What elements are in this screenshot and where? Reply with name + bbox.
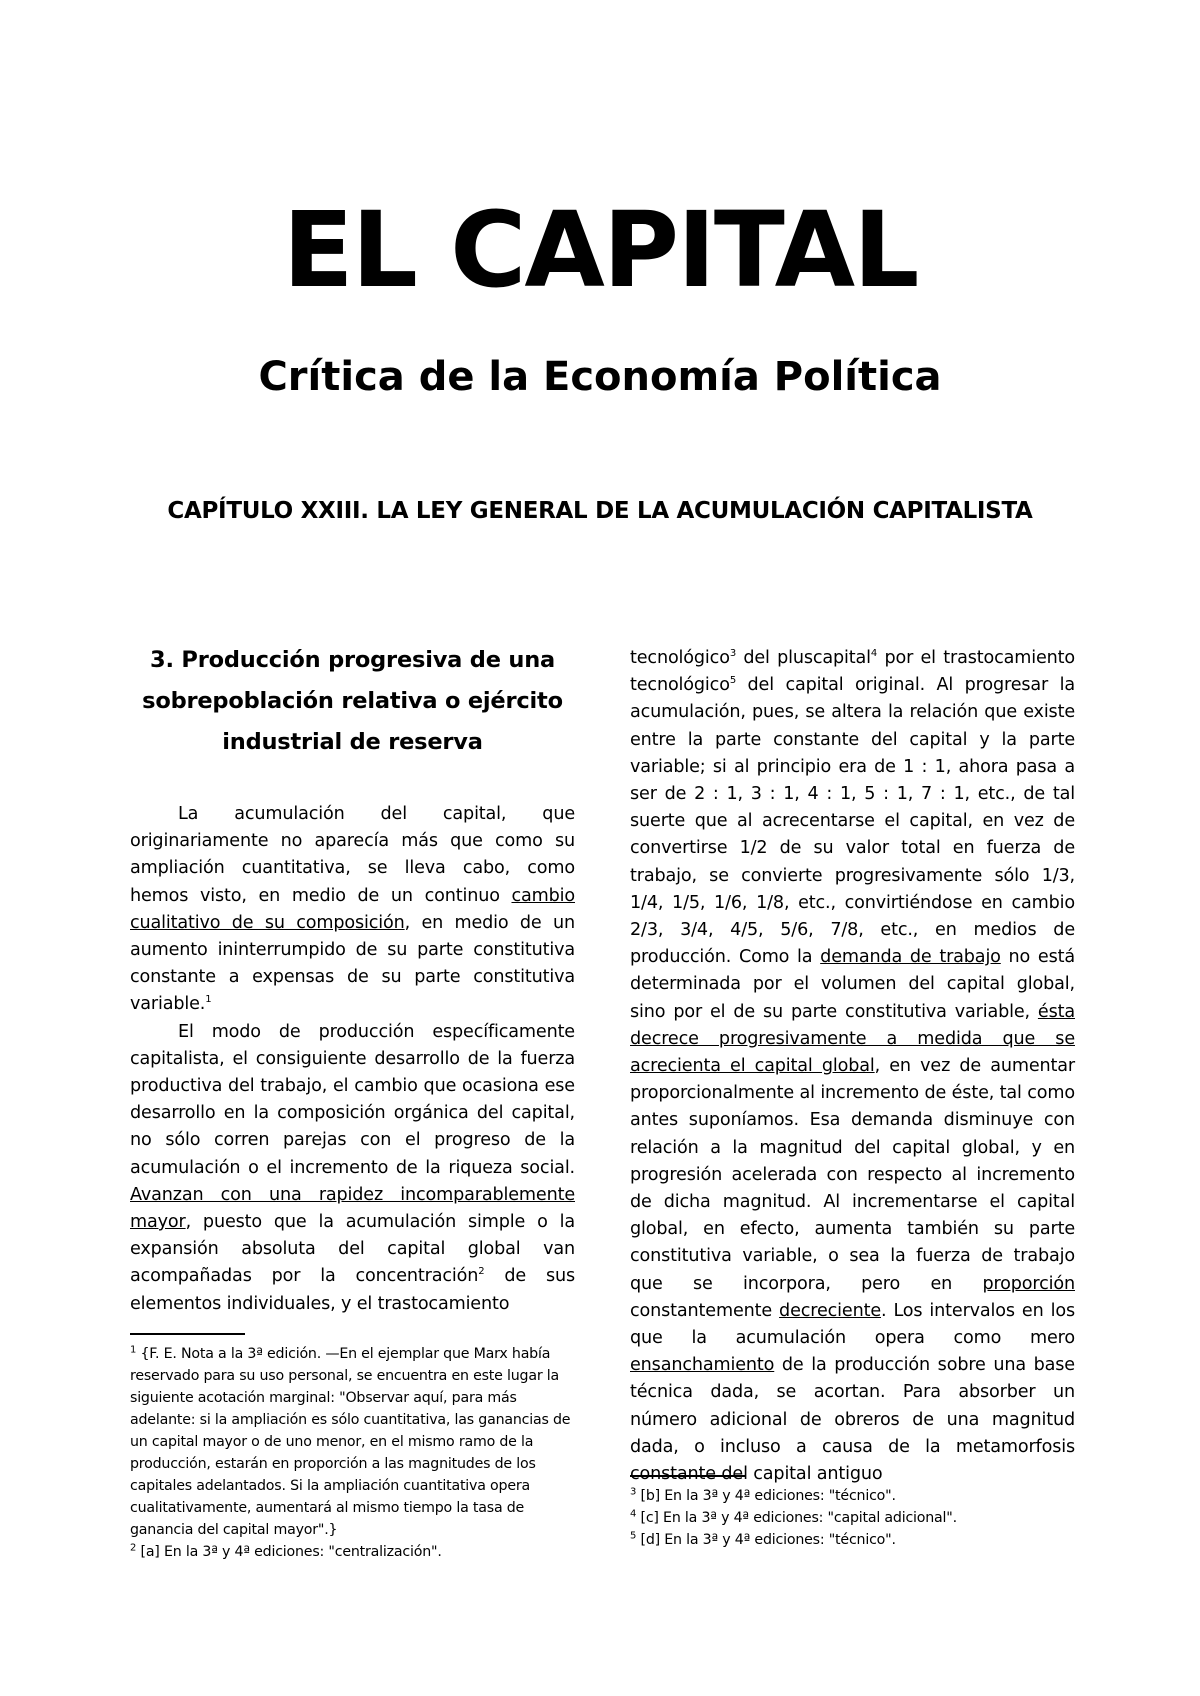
right-column <box>630 645 1075 1488</box>
paragraph-text: La acumulación del capital, que originariamente no aparecía más que como su ampliación cuantitativa, se lleva cabo, como hemos visto, en medio de un continuo <box>130 804 575 906</box>
footnote-number: 1 <box>130 1344 137 1356</box>
paragraph-text: El modo de producción específicamente capitalista, el consiguiente desarrollo de la fuerza productiva del trabajo, el cambio que ocasiona ese desarrollo en la composición orgánica del capital, no sólo corren parejas con el progreso de la acumulación o el incremento de la riqueza social. <box>130 1021 575 1178</box>
footnote-3 <box>630 1485 1075 1507</box>
paragraph-3 <box>630 645 1075 1488</box>
footnote-number: 4 <box>630 1508 637 1520</box>
paragraph-text: , en medio de un aumento ininterrumpido de su parte constitutiva constante a expensas de su parte constitutiva variable. <box>130 912 575 1015</box>
footnotes-right <box>630 1475 1075 1551</box>
paragraph-2 <box>130 1019 575 1318</box>
document-subtitle: Crítica de la Economía Política <box>258 354 942 400</box>
underlined-phrase: demanda de trabajo <box>820 947 1001 968</box>
paragraph-text: tecnológico <box>630 648 730 668</box>
footnote-ref-1[interactable]: 1 <box>205 994 212 1006</box>
section-title: 3. Producción progresiva de una sobrepoblación relativa o ejército industrial de reserva <box>142 647 563 755</box>
underlined-phrase: proporción <box>982 1273 1075 1294</box>
paragraph-text: , en vez de aumentar proporcionalmente al incremento de éste, tal como antes suponíamos. Esa demanda disminuye con relación a la magnitud del capital global, y en progresión acelerada con respecto al incremento de dicha magnitud. Al incrementarse el capital global, en efecto, aumenta también su parte constitutiva variable, o sea la fuerza de trabajo que se incorpora, pero en <box>630 1056 1075 1294</box>
underlined-phrase: cambio cualitativo de su composición <box>130 885 575 933</box>
footnote-text: {F. E. Nota a la 3ª edición. —En el ejemplar que Marx había reservado para su uso personal, se encuentra en este lugar la siguiente acotación marginal: "Observar aquí, para más adelante: si la ampliación es sólo cuantitativa, las ganancias de un capital mayor o de uno menor, en el mismo ramo de la producción, estarán en proporción a las magnitudes de los capitales adelantados. Si la ampliación cuantitativa opera cualitativamente, aumentará al mismo tiempo la tasa de ganancia del capital mayor".} <box>130 1346 571 1538</box>
footnote-divider <box>630 1475 745 1477</box>
footnote-4 <box>630 1507 1075 1529</box>
underlined-phrase: decreciente <box>779 1300 881 1321</box>
left-column <box>130 640 575 1318</box>
footnote-divider <box>130 1333 245 1335</box>
paragraph-text: del capital original. Al progresar la acumulación, pues, se altera la relación que existe entre la parte constante del capital y la parte variable; si al principio era de 1 : 1, ahora pasa a ser de 2 : 1, 3 : 1, 4 : 1, 5 : 1, 7 : 1, etc., de tal suerte que al acrecentarse el capital, en vez de convertirse 1/2 de su valor total en fuerza de trabajo, se convierte progresivamente sólo 1/3, 1/4, 1/5, 1/6, 1/8, etc., convirtiéndose en cambio 2/3, 3/4, 4/5, 5/6, 7/8, etc., en medios de producción. Como la <box>630 675 1075 968</box>
paragraph-text: de la producción sobre una base técnica dada, se acortan. Para absorber un número adicional de obreros de una magnitud dada, o incluso a causa de la metamorfosis constante del capital antiguo <box>630 1355 1075 1485</box>
footnote-5 <box>630 1529 1075 1551</box>
footnotes-left <box>130 1333 575 1563</box>
underlined-phrase: ésta decrece progresivamente a medida que se acrecienta el capital global <box>630 1001 1075 1077</box>
footnote-number: 3 <box>630 1486 637 1498</box>
paragraph-text: . Los intervalos en los que la acumulación opera como mero <box>630 1300 1075 1349</box>
footnote-text: [a] En la 3ª y 4ª ediciones: "centralización". <box>136 1544 442 1560</box>
underlined-phrase: ensanchamiento <box>630 1355 775 1376</box>
footnote-number: 5 <box>630 1530 637 1542</box>
paragraph-text: constantemente <box>630 1300 780 1321</box>
footnote-text: [d] En la 3ª y 4ª ediciones: "técnico". <box>636 1532 896 1548</box>
chapter-heading: CAPÍTULO XXIII. LA LEY GENERAL DE LA ACUMULACIÓN CAPITALISTA <box>167 498 1033 524</box>
footnote-ref-5[interactable]: 5 <box>729 675 737 687</box>
footnote-text: [b] En la 3ª y 4ª ediciones: "técnico". <box>636 1488 896 1504</box>
footnote-2 <box>130 1541 575 1563</box>
paragraph-text: no está determinada por el volumen del capital global, sino por el de su parte constitutiva variable, <box>630 947 1075 1022</box>
paragraph-1 <box>130 801 575 1019</box>
footnote-number: 2 <box>130 1542 137 1554</box>
paragraph-text: por el trastocamiento tecnológico <box>630 648 1076 696</box>
footnote-ref-4[interactable]: 4 <box>870 648 878 660</box>
footnote-1 <box>130 1343 575 1541</box>
document-title: EL CAPITAL <box>282 189 918 311</box>
underlined-phrase: Avanzan con una rapidez incomparablemente mayor <box>130 1184 575 1233</box>
footnote-ref-2[interactable]: 2 <box>478 1266 485 1278</box>
paragraph-text: , puesto que la acumulación simple o la expansión absoluta del capital global van acompañadas por la concentración <box>130 1212 575 1287</box>
paragraph-text: de sus elementos individuales, y el trastocamiento <box>130 1266 575 1314</box>
footnote-ref-3[interactable]: 3 <box>729 648 737 660</box>
footnote-text: [c] En la 3ª y 4ª ediciones: "capital adicional". <box>636 1510 957 1526</box>
paragraph-text: del pluscapital <box>736 648 871 668</box>
